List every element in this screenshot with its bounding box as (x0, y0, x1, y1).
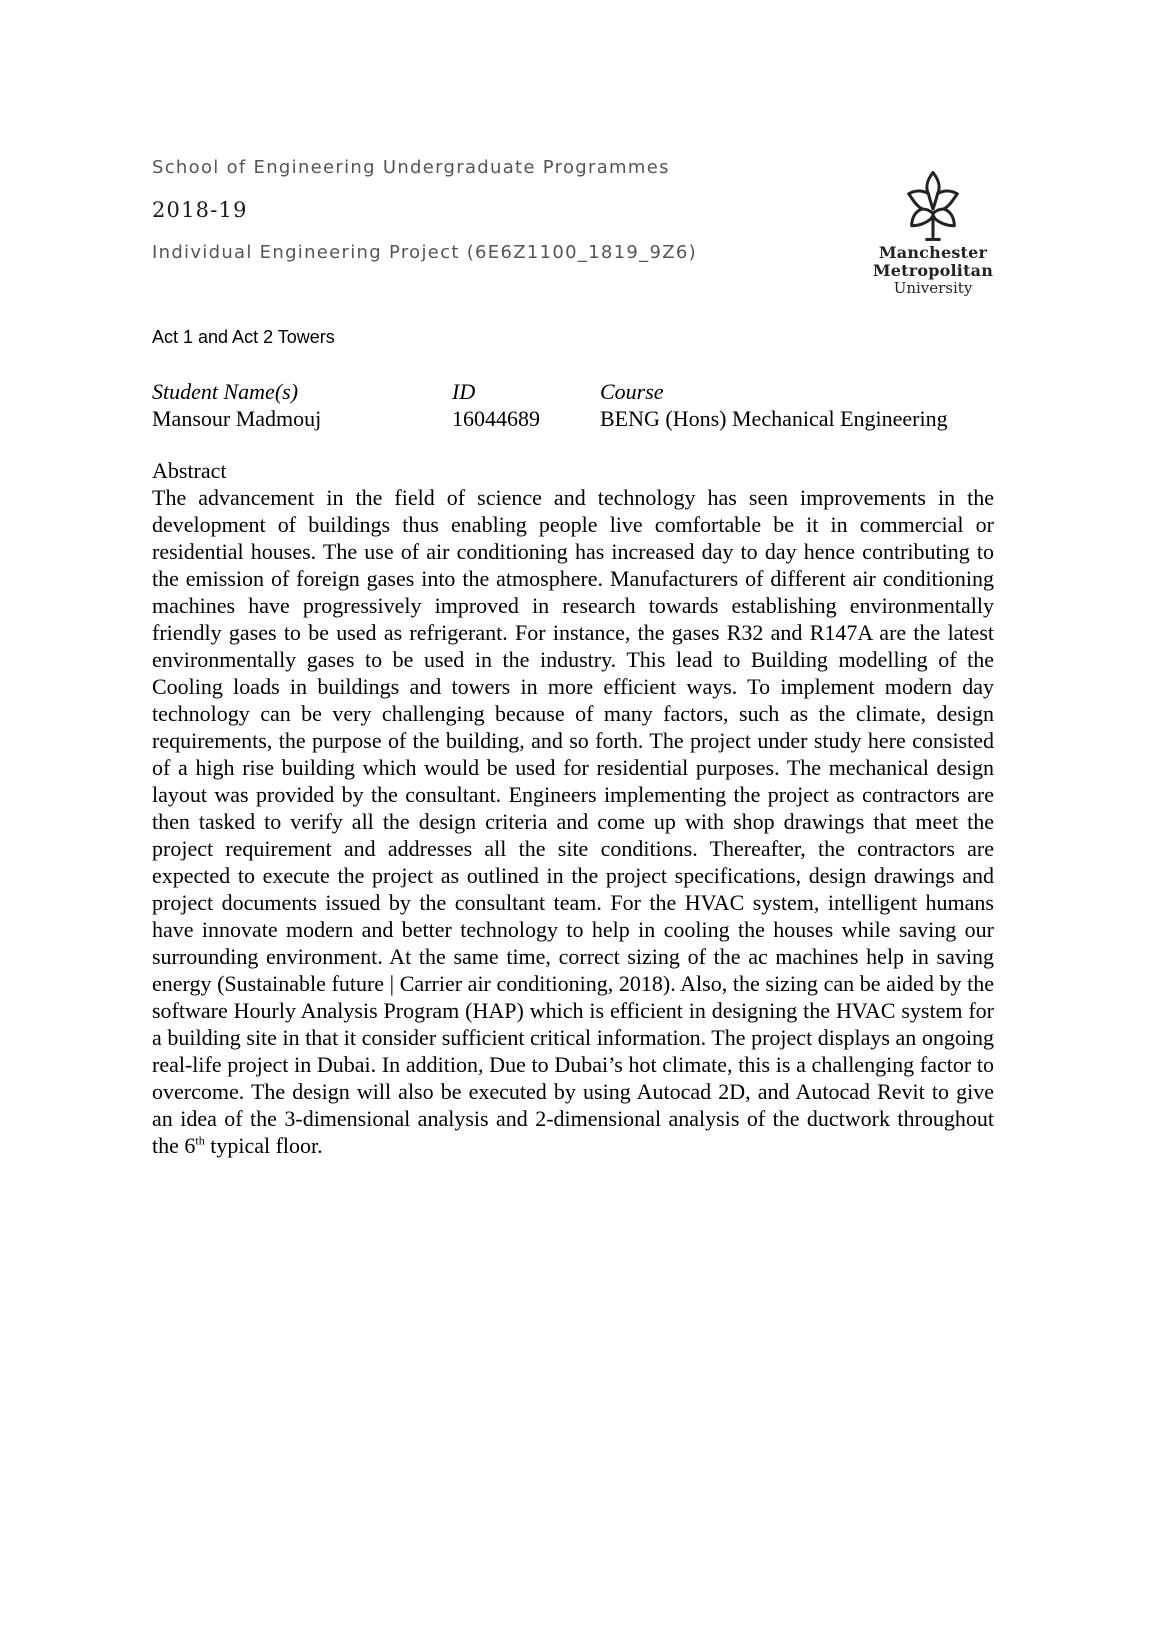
course-header: Course (600, 379, 664, 404)
student-id-header: ID (452, 379, 476, 404)
course-column (600, 378, 948, 432)
student-name-value: Mansour Madmouj (152, 406, 322, 431)
student-name-column (152, 378, 321, 432)
school-name: School of Engineering Undergraduate Programmes (152, 157, 670, 178)
rose-emblem-icon (895, 168, 971, 244)
abstract-text: The advancement in the field of science and technology has seen improvements in the development of buildings thus enabling people live comfortable be it in commercial or residential houses. The use of air conditioning has increased day to day hence contributing to the emission of foreign gases into the atmosphere. Manufacturers of different air conditioning machines have progressively improved in research towards establishing environmentally friendly gases to be used as refrigerant. For instance, the gases R32 and R147A are the latest environmentally gases to be used in the industry. This lead to Building modelling of the Cooling loads in buildings and towers in more efficient ways. To implement modern day technology can be very challenging because of many factors, such as the climate, design requirements, the purpose of the building, and so forth. The project under study here consisted of a high rise building which would be used for residential purposes. The mechanical design layout was provided by the consultant. Engineers implementing the project as contractors are then tasked to verify all the design criteria and come up with shop drawings that meet the project requirement and addresses all the site conditions. Thereafter, the contractors are expected to execute the project as outlined in the project specifications, design drawings and project documents issued by the consultant team. For the HVAC system, intelligent humans have innovate modern and better technology to help in cooling the houses while saving our surrounding environment. At the same time, correct sizing of the ac machines help in saving energy (Sustainable future | Carrier air conditioning, 2018). Also, the sizing can be aided by the software Hourly Analysis Program (HAP) which is efficient in designing the HVAC system for a building site in that it consider sufficient critical information. The project displays an ongoing real-life project in Dubai. In addition, Due to Dubai’s hot climate, this is a challenging factor to overcome. The design will also be executed by using Autocad 2D, and Autocad Revit to give an idea of the 3-dimensional analysis and 2-dimensional analysis of the ductwork throughout the 6 (152, 485, 994, 1158)
abstract-heading: Abstract (152, 458, 227, 483)
university-logo (868, 168, 998, 297)
abstract-body (152, 484, 994, 1159)
abstract-section (152, 457, 994, 1159)
document-subtitle: Act 1 and Act 2 Towers (152, 327, 335, 347)
student-id-value: 16044689 (452, 406, 540, 431)
student-id-column (452, 378, 540, 432)
abstract-ending: typical floor. (204, 1133, 323, 1158)
logo-text-metropolitan: Metropolitan (872, 261, 994, 280)
student-name-header: Student Name(s) (152, 379, 299, 404)
logo-text-university: University (893, 279, 973, 297)
project-title: Individual Engineering Project (6E6Z1100_1819_9Z6) (152, 242, 697, 263)
ordinal-suffix: th (195, 1133, 205, 1148)
academic-year: 2018-19 (152, 198, 248, 222)
logo-text-manchester: Manchester (878, 243, 988, 262)
course-value: BENG (Hons) Mechanical Engineering (600, 406, 948, 431)
